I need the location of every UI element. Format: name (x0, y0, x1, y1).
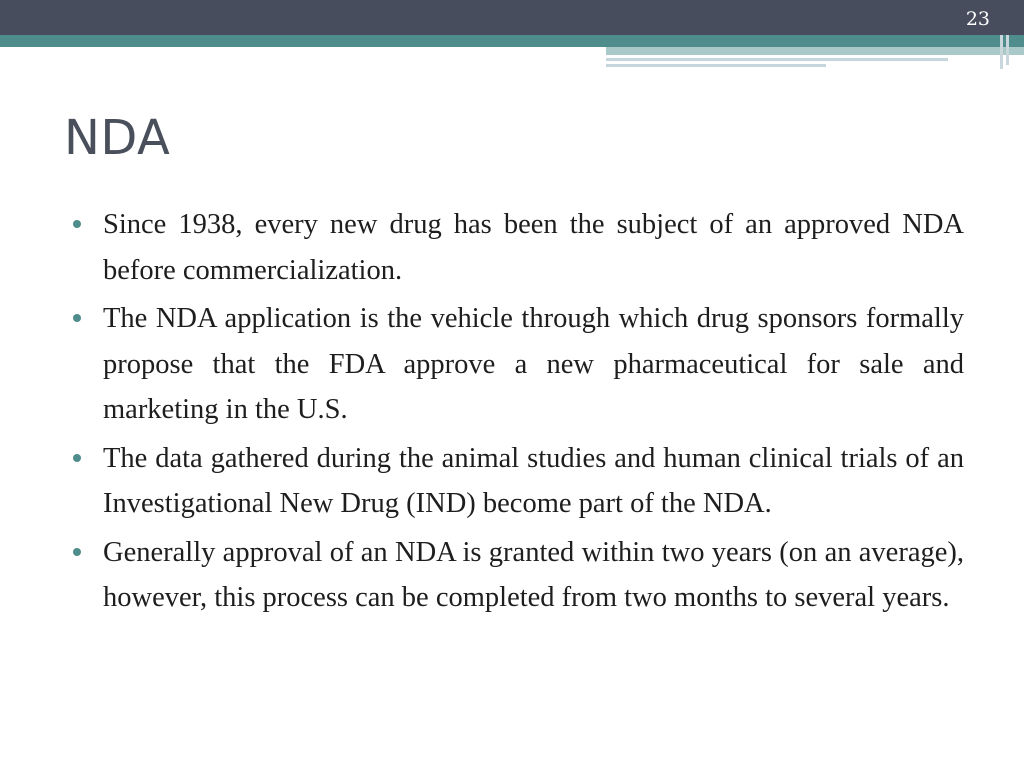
header-band (0, 0, 1024, 35)
bullet-text: The NDA application is the vehicle through which drug sponsors formally propose that the FDA approve a new pharmaceutical for sale and marketing in the U.S. (103, 303, 964, 425)
bullet-item (103, 202, 964, 293)
bullet-list (103, 202, 964, 624)
bullet-text: The data gathered during the animal studies and human clinical trials of an Investigational New Drug (IND) become part of the NDA. (103, 442, 964, 519)
decorative-vertical-line (1006, 35, 1009, 65)
bullet-text: Since 1938, every new drug has been the subject of an approved NDA before commercialization. (103, 209, 964, 286)
header-accent-stripe (0, 35, 1024, 47)
bullet-item (103, 296, 964, 433)
bullet-item (103, 436, 964, 527)
decorative-line (606, 64, 826, 67)
bullet-dot-icon (73, 314, 81, 322)
bullet-item (103, 530, 964, 621)
slide-number: 23 (965, 8, 990, 30)
bullet-dot-icon (73, 454, 81, 462)
header-accent-stripe-light (606, 47, 1024, 55)
bullet-dot-icon (73, 220, 81, 228)
slide-title: NDA (64, 110, 171, 166)
bullet-text: Generally approval of an NDA is granted within two years (on an average), however, this process can be completed from two months to several years. (103, 536, 964, 613)
bullet-dot-icon (73, 548, 81, 556)
decorative-line (606, 58, 948, 61)
decorative-vertical-line (1000, 35, 1003, 69)
